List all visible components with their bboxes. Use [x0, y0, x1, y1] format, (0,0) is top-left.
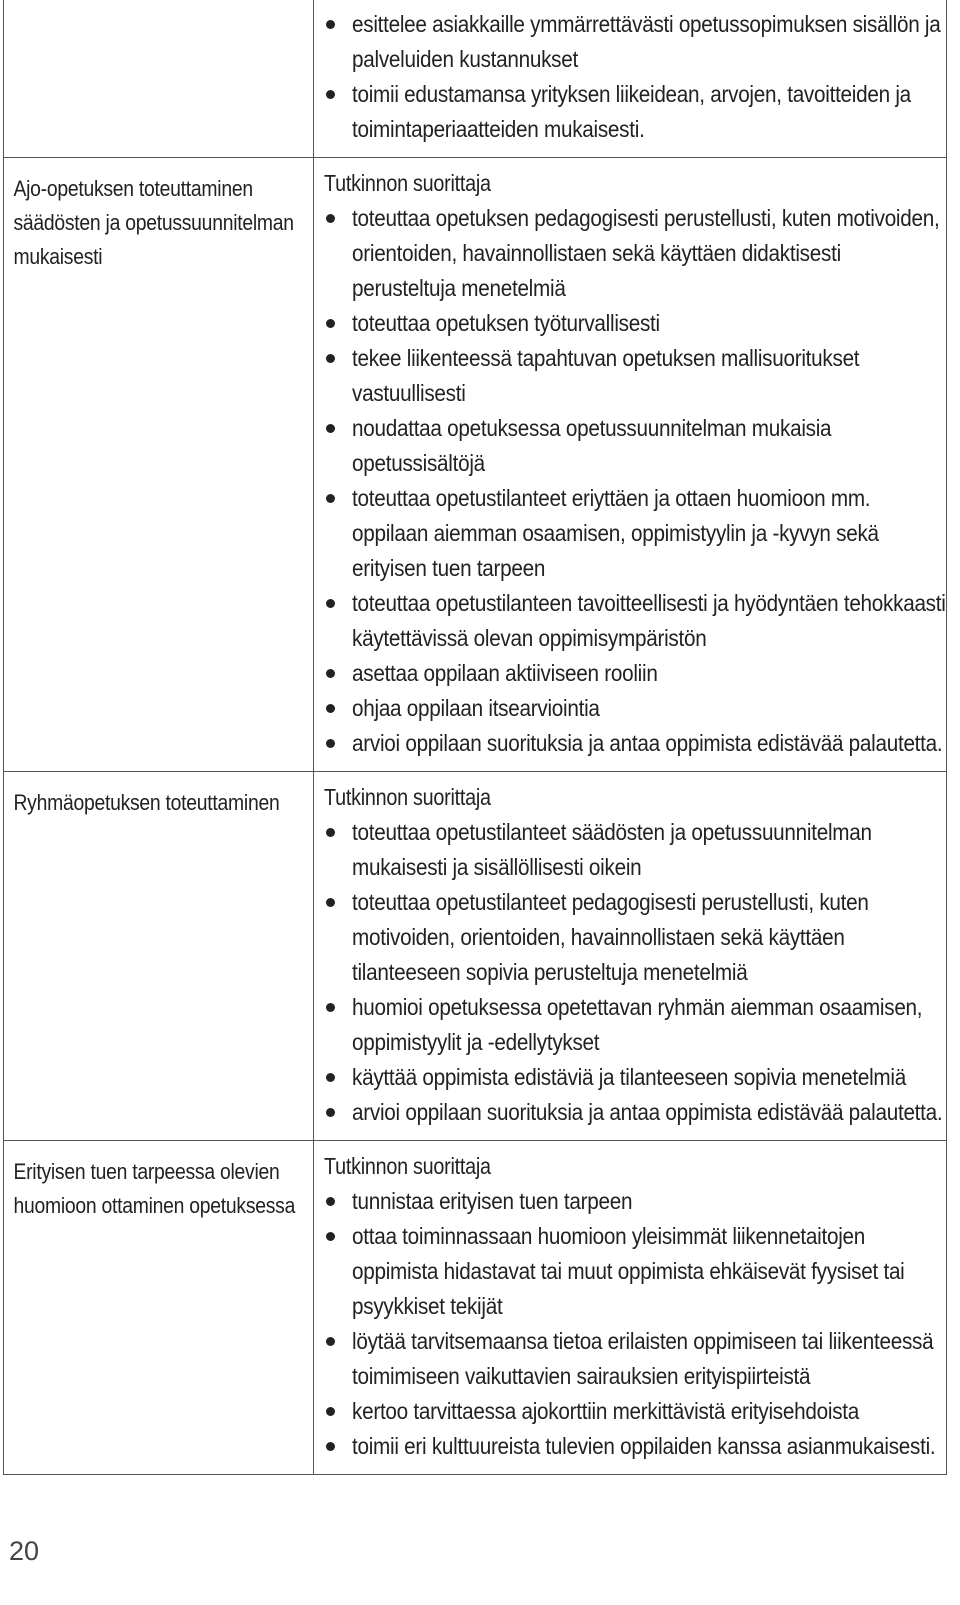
- assessment-cell: [314, 1141, 947, 1475]
- list-item: [324, 1324, 942, 1394]
- bullet-icon: [326, 494, 335, 503]
- criteria-list: [324, 815, 942, 1130]
- list-item: [324, 77, 942, 147]
- bullet-icon: [326, 898, 335, 907]
- list-item-text: toimii edustamansa yrityksen liikeidean, arvojen, tavoitteiden ja toimintaperiaatteiden mukaisesti.: [352, 81, 911, 142]
- bullet-icon: [326, 1442, 335, 1451]
- table-row: [4, 772, 947, 1141]
- bullet-icon: [326, 739, 335, 748]
- bullet-icon: [326, 1232, 335, 1241]
- list-item: [324, 306, 942, 341]
- bullet-icon: [326, 704, 335, 713]
- list-item: [324, 586, 946, 656]
- list-item: [324, 815, 942, 885]
- list-item: [324, 1184, 942, 1219]
- list-item-text: toteuttaa opetuksen pedagogisesti perustellusti, kuten motivoiden, orientoiden, havainnollistaen sekä käyttäen didaktisesti perusteltuja menetelmiä: [352, 205, 940, 301]
- list-item-text: arvioi oppilaan suorituksia ja antaa oppimista edistävää palautetta.: [352, 730, 943, 756]
- criterion-label: [4, 0, 311, 13]
- list-item-text: arvioi oppilaan suorituksia ja antaa oppimista edistävää palautetta.: [352, 1099, 943, 1125]
- bullet-icon: [326, 1003, 335, 1012]
- bullet-icon: [326, 354, 335, 363]
- table-row: [4, 1141, 947, 1475]
- list-item-text: huomioi opetuksessa opetettavan ryhmän aiemman osaamisen, oppimistyylit ja -edellytykset: [352, 994, 923, 1055]
- list-item-text: ottaa toiminnassaan huomioon yleisimmät liikennetaitojen oppimista hidastavat tai muut oppimista ehkäisevät fyysiset tai psyykkiset tekijät: [352, 1223, 905, 1319]
- bullet-icon: [326, 828, 335, 837]
- table-row: [4, 158, 947, 772]
- list-item: [324, 1219, 942, 1324]
- list-item-text: toteuttaa opetustilanteet pedagogisesti perustellusti, kuten motivoiden, orientoiden, havainnollistaen sekä käyttäen tilanteeseen sopivia perusteltuja menetelmiä: [352, 889, 869, 985]
- bullet-icon: [326, 20, 335, 29]
- section-heading: Tutkinnon suorittaja: [324, 170, 491, 196]
- list-item: [324, 7, 942, 77]
- criterion-cell: [4, 1141, 314, 1475]
- table-row: [4, 0, 947, 158]
- criterion-cell: [4, 772, 314, 1141]
- list-item-text: esittelee asiakkaille ymmärrettävästi opetussopimuksen sisällön ja palveluiden kustannukset: [352, 11, 941, 72]
- list-item: [324, 201, 942, 306]
- list-item: [324, 726, 942, 761]
- bullet-icon: [326, 214, 335, 223]
- list-item: [324, 691, 942, 726]
- list-item-text: asettaa oppilaan aktiiviseen rooliin: [352, 660, 658, 686]
- section-heading: Tutkinnon suorittaja: [324, 784, 491, 810]
- criterion-label: Ryhmäopetuksen toteuttaminen: [13, 790, 280, 815]
- list-item-text: toteuttaa opetustilanteen tavoitteellisesti ja hyödyntäen tehokkaasti käytettävissä olevan oppimisympäristön: [352, 590, 946, 651]
- list-item: [324, 341, 942, 411]
- page-number: 20: [9, 1536, 40, 1566]
- list-item-text: toteuttaa opetustilanteet säädösten ja opetussuunnitelman mukaisesti ja sisällöllisesti oikein: [352, 819, 872, 880]
- assessment-cell: [314, 0, 947, 158]
- list-item-text: käyttää oppimista edistäviä ja tilanteeseen sopivia menetelmiä: [352, 1064, 906, 1090]
- bullet-icon: [326, 669, 335, 678]
- list-item: [324, 1060, 942, 1095]
- assessment-cell: [314, 772, 947, 1141]
- list-item-text: toteuttaa opetustilanteet eriyttäen ja ottaen huomioon mm. oppilaan aiemman osaamisen, oppimistyylin ja -kyvyn sekä erityisen tuen tarpeen: [352, 485, 879, 581]
- list-item: [324, 990, 942, 1060]
- bullet-icon: [326, 319, 335, 328]
- list-item-text: löytää tarvitsemaansa tietoa erilaisten oppimiseen tai liikenteessä toimimiseen vaikuttavien sairauksien erityispiirteistä: [352, 1328, 934, 1389]
- bullet-icon: [326, 424, 335, 433]
- criterion-cell: [4, 158, 314, 772]
- list-item-text: toteuttaa opetuksen työturvallisesti: [352, 310, 660, 336]
- list-item-text: ohjaa oppilaan itsearviointia: [352, 695, 600, 721]
- criteria-list: [324, 201, 946, 761]
- list-item-text: noudattaa opetuksessa opetussuunnitelman mukaisia opetussisältöjä: [352, 415, 832, 476]
- list-item: [324, 1095, 942, 1130]
- list-item-text: tekee liikenteessä tapahtuvan opetuksen mallisuoritukset vastuullisesti: [352, 345, 860, 406]
- criteria-list: [324, 1184, 942, 1464]
- list-item-text: toimii eri kulttuureista tulevien oppilaiden kanssa asianmukaisesti.: [352, 1433, 936, 1459]
- criteria-table-body: [4, 0, 947, 1475]
- criterion-cell: [4, 0, 314, 158]
- list-item: [324, 1394, 942, 1429]
- assessment-cell: [314, 158, 947, 772]
- criteria-table: [3, 0, 947, 1475]
- bullet-icon: [326, 599, 335, 608]
- section-heading: Tutkinnon suorittaja: [324, 1153, 491, 1179]
- list-item: [324, 1429, 942, 1464]
- list-item: [324, 656, 942, 691]
- bullet-icon: [326, 1108, 335, 1117]
- bullet-icon: [326, 1407, 335, 1416]
- list-item-text: tunnistaa erityisen tuen tarpeen: [352, 1188, 633, 1214]
- criteria-list: [324, 7, 942, 147]
- bullet-icon: [326, 1073, 335, 1082]
- list-item: [324, 411, 942, 481]
- bullet-icon: [326, 1197, 335, 1206]
- criterion-label: Erityisen tuen tarpeessa olevien huomioon ottaminen opetuksessa: [13, 1159, 296, 1218]
- bullet-icon: [326, 1337, 335, 1346]
- list-item: [324, 885, 942, 990]
- bullet-icon: [326, 90, 335, 99]
- list-item-text: kertoo tarvittaessa ajokorttiin merkittävistä erityisehdoista: [352, 1398, 859, 1424]
- list-item: [324, 481, 942, 586]
- criterion-label: Ajo-opetuksen toteuttaminen säädösten ja opetussuunnitelman mukaisesti: [13, 176, 294, 269]
